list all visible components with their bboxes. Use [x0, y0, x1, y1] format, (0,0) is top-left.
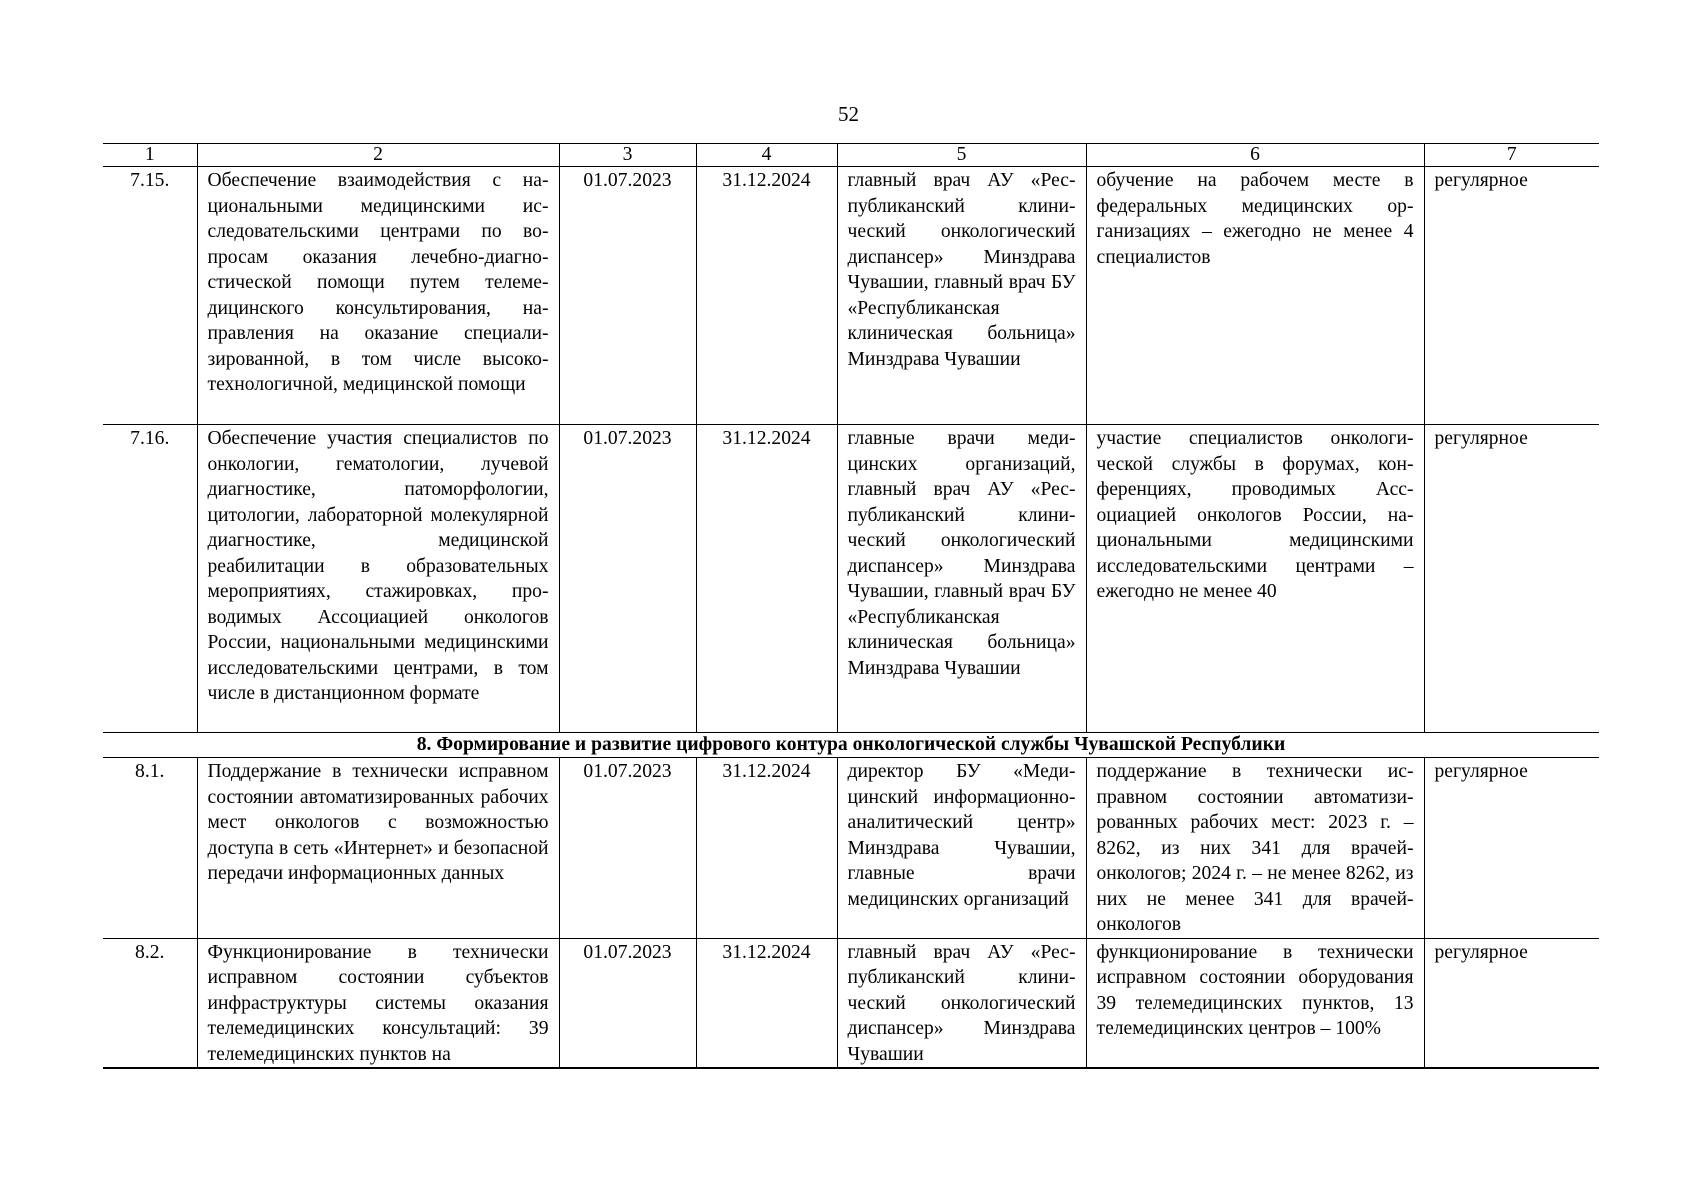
column-header: 6 — [1086, 144, 1424, 167]
column-header: 1 — [103, 144, 197, 167]
table-row — [103, 758, 1599, 939]
start-date-cell: 01.07.2023 — [559, 938, 696, 1068]
activity-cell: Обеспечение участия специалистов по онкологии, гематологии, лучевой диагностике, патоморфологии, цитологии, лабораторной молекулярной диагностике, медицинской реабилитации в образовательных мероприятиях, стажировках, проводимых Ассоциацией онкологов России, национальными медицинскими исследовательскими центрами, в том числе в дистанционном формате — [197, 425, 559, 733]
table-row — [103, 938, 1599, 1068]
table-row — [103, 425, 1599, 733]
section-heading-row — [103, 733, 1599, 758]
activity-cell: Обеспечение взаимодействия с национальными медицинскими исследовательскими центрами по вопросам оказания лечебно-диагностической помощи путем телемедицинского консультирования, направления на оказание специализированной, в том числе высокотехнологичной, медицинской помощи — [197, 167, 559, 425]
activities-table — [103, 143, 1599, 1069]
row-number: 7.16. — [103, 425, 197, 733]
column-header: 2 — [197, 144, 559, 167]
frequency-cell: регулярное — [1424, 758, 1599, 939]
activity-cell: Функционирование в технически исправном состоянии субъектов инфраструктуры системы оказания телемедицинских консультаций: 39 телемедицинских пунктов на — [197, 938, 559, 1068]
table-row — [103, 167, 1599, 425]
frequency-cell: регулярное — [1424, 167, 1599, 425]
column-header: 7 — [1424, 144, 1599, 167]
frequency-cell: регулярное — [1424, 938, 1599, 1068]
end-date-cell: 31.12.2024 — [696, 938, 837, 1068]
start-date-cell: 01.07.2023 — [559, 758, 696, 939]
start-date-cell: 01.07.2023 — [559, 167, 696, 425]
responsible-cell: главные врачи медицинских организаций, главный врач АУ «Республиканский клинический онкологический диспансер» Минздрава Чувашии, главный врач БУ «Республиканская клиническая больница» Минздрава Чувашии — [837, 425, 1086, 733]
responsible-cell: директор БУ «Медицинский информационно-аналитический центр» Минздрава Чувашии, главные врачи медицинских организаций — [837, 758, 1086, 939]
end-date-cell: 31.12.2024 — [696, 425, 837, 733]
responsible-cell: главный врач АУ «Республиканский клинический онкологический диспансер» Минздрава Чувашии — [837, 938, 1086, 1068]
column-header: 4 — [696, 144, 837, 167]
column-header: 3 — [559, 144, 696, 167]
row-number: 8.2. — [103, 938, 197, 1068]
result-cell: поддержание в технически исправном состоянии автоматизированных рабочих мест: 2023 г. – 8262, из них 341 для врачей-онкологов; 2024 г. – не менее 8262, из них не менее 341 для врачей-онкологов — [1086, 758, 1424, 939]
activity-cell: Поддержание в технически исправном состоянии автоматизированных рабочих мест онкологов с возможностью доступа в сеть «Интернет» и безопасной передачи информационных данных — [197, 758, 559, 939]
start-date-cell: 01.07.2023 — [559, 425, 696, 733]
section-title: 8. Формирование и развитие цифрового контура онкологической службы Чувашской Республики — [103, 733, 1599, 758]
end-date-cell: 31.12.2024 — [696, 167, 837, 425]
frequency-cell: регулярное — [1424, 425, 1599, 733]
end-date-cell: 31.12.2024 — [696, 758, 837, 939]
row-number: 8.1. — [103, 758, 197, 939]
result-cell: участие специалистов онкологической службы в форумах, конференциях, проводимых Ассоциацией онкологов России, национальными медицинскими исследовательскими центрами – ежегодно не менее 40 — [1086, 425, 1424, 733]
result-cell: обучение на рабочем месте в федеральных медицинских организациях – ежегодно не менее 4 специалистов — [1086, 167, 1424, 425]
column-header: 5 — [837, 144, 1086, 167]
table-header-row — [103, 144, 1599, 167]
row-number: 7.15. — [103, 167, 197, 425]
result-cell: функционирование в технически исправном состоянии оборудования 39 телемедицинских пунктов, 13 телемедицинских центров – 100% — [1086, 938, 1424, 1068]
responsible-cell: главный врач АУ «Республиканский клинический онкологический диспансер» Минздрава Чувашии, главный врач БУ «Республиканская клиническая больница» Минздрава Чувашии — [837, 167, 1086, 425]
page-number: 52 — [838, 102, 859, 126]
